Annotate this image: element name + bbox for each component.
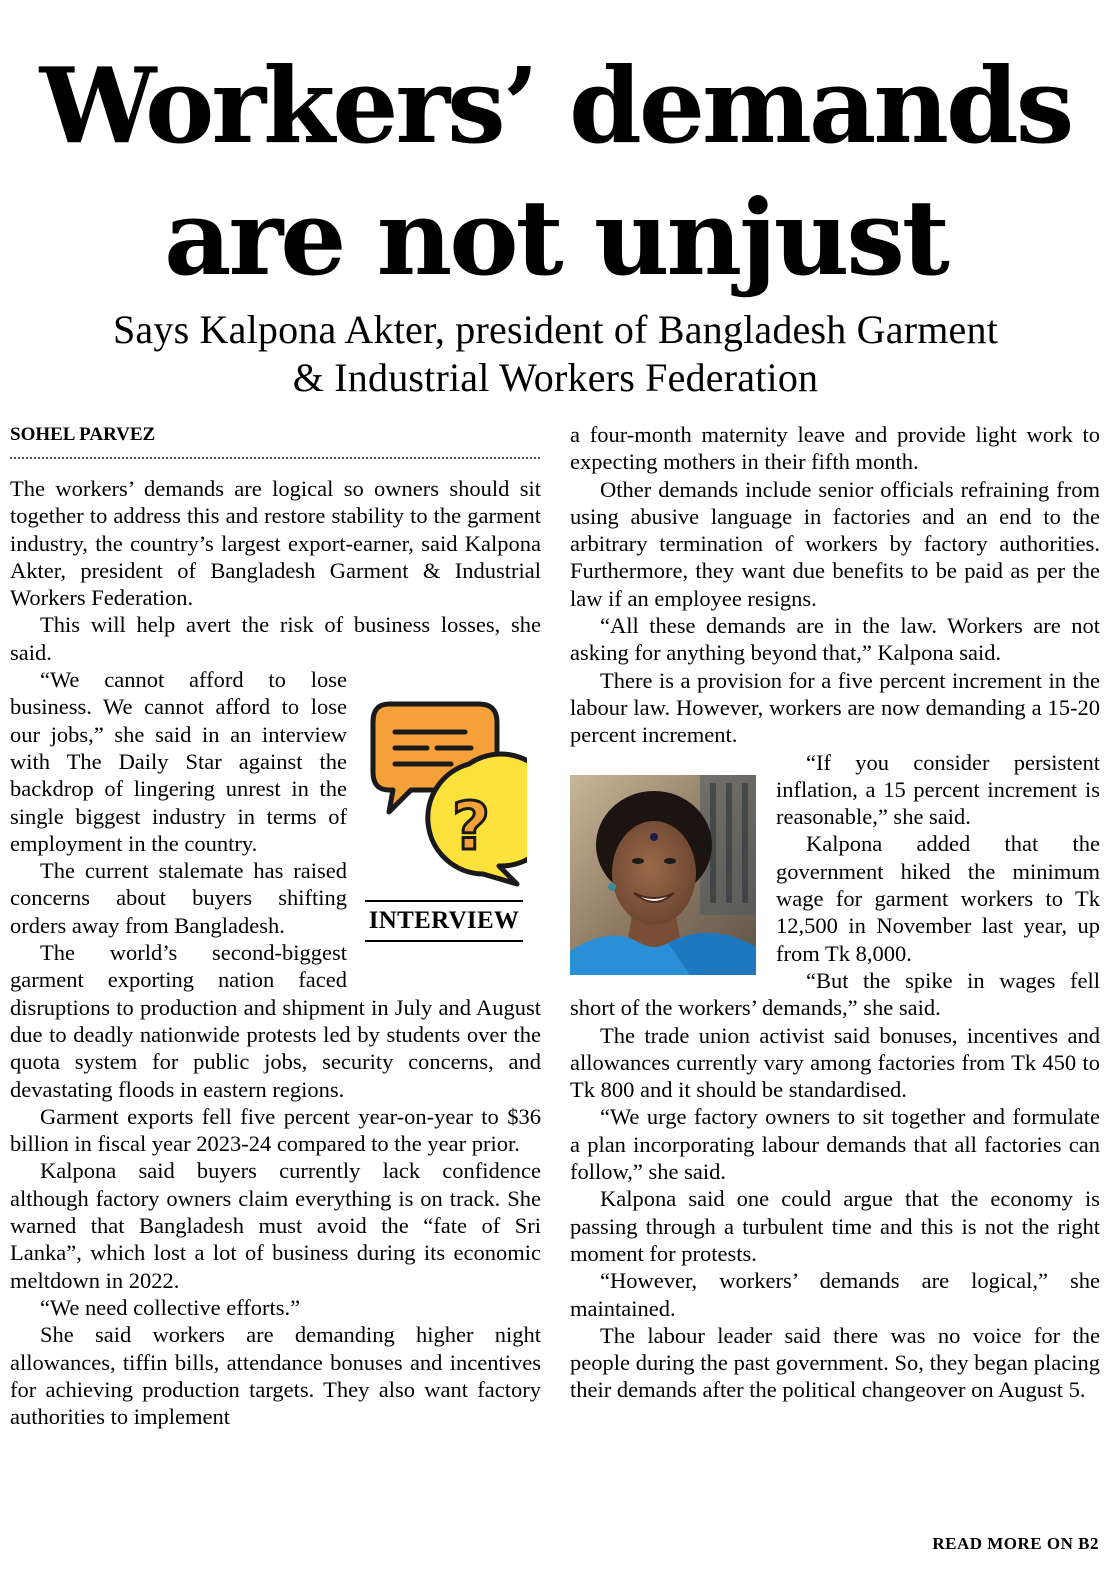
paragraph: “We urge factory owners to sit together and formulate a plan incorporating labour demands that all factories can follow,” she said. [570,1104,1100,1185]
paragraph: a four-month maternity leave and provide light work to expecting mothers in their fifth month. [570,422,1100,475]
kalpona-akter-photo [570,775,756,975]
paragraph: The labour leader said there was no voice for the people during the past government. So, they began placing their demands after the political changeover on August 5. [570,1322,1100,1403]
byline: SOHEL PARVEZ [10,424,156,445]
paragraph: “However, workers’ demands are logical,” she maintained. [570,1268,1100,1321]
article-column-left [10,475,541,1430]
paragraph: Kalpona said buyers currently lack confidence although factory owners claim everything is on track. She warned that Bangladesh must avoid the “fate of Sri Lanka”, which lost a lot of business during its economic meltdown in 2022. [10,1158,541,1293]
interview-graphic [365,694,541,970]
paragraph: “But the spike in wages fell short of the workers’ demands,” she said. [570,967,1100,1021]
byline-divider [10,457,540,459]
paragraph: This will help avert the risk of business losses, she said. [10,612,541,665]
portrait-photo [570,775,756,975]
subheadline [0,306,1111,402]
read-more-link[interactable]: READ MORE ON B2 [932,1534,1099,1553]
paragraph: “If you consider persistent inflation, a 15 percent increment is reasonable,” she said. [776,749,1100,830]
paragraph: Kalpona said one could argue that the economy is passing through a turbulent time and this is not the right moment for protests. [570,1186,1100,1266]
paragraph: “We need collective efforts.” [40,1294,301,1320]
paragraph: She said workers are demanding higher night allowances, tiffin bills, attendance bonuses and incentives for achieving production targets. They also want factory authorities to implement [10,1322,541,1430]
headline [0,40,1111,304]
paragraph: There is a provision for a five percent increment in the labour law. However, workers are now demanding a 15-20 percent increment. [570,667,1100,748]
headline-line-1: Workers’ demands [39,44,1072,167]
paragraph: The current stalemate has raised concerns about buyers shifting orders away from Bangladesh. [10,858,347,938]
paragraph: Garment exports fell five percent year-on-year to $36 billion in fiscal year 2023-24 compared to the year prior. [10,1103,541,1157]
headline-line-2: are not unjust [164,176,947,299]
paragraph: The workers’ demands are logical so owners should sit together to address this and restore stability to the garment industry, the country’s largest export-earner, said Kalpona Akter, president of Bangladesh Garment & Industrial Workers Federation. [10,476,541,611]
paragraph: The trade union activist said bonuses, incentives and allowances currently vary among factories from Tk 450 to Tk 800 and it should be standardised. [570,1022,1100,1103]
subheadline-line-1: Says Kalpona Akter, president of Bangladesh Garment [112,307,999,352]
article-column-right [570,421,1100,1404]
paragraph: “We cannot afford to lose business. We cannot afford to lose our jobs,” she said in an interview with The Daily Star against the backdrop of lingering unrest in the single biggest industry in terms of employment in the country. [10,667,347,856]
paragraph: “All these demands are in the law. Workers are not asking for anything beyond that,” Kalpona said. [570,613,1100,666]
svg-text:?: ? [451,788,491,866]
interview-label: INTERVIEW [365,900,523,942]
speech-bubbles-question-icon [367,694,527,894]
paragraph: Other demands include senior officials refraining from using abusive language in factories and an end to the arbitrary termination of workers by factory authorities. Furthermore, they want due benefits to be paid as per the law if an employee resigns. [570,476,1100,611]
paragraph: Kalpona added that the government hiked the minimum wage for garment workers to Tk 12,500 in November last year, up from Tk 8,000. [776,831,1100,966]
paragraph: The world’s second-biggest garment exporting nation faced disruptions to production and shipment in July and August due to deadly nationwide protests led by students over the quota system for public jobs, security concerns, and devastating floods in eastern regions. [10,940,541,1102]
subheadline-line-2: & Industrial Workers Federation [292,355,819,400]
